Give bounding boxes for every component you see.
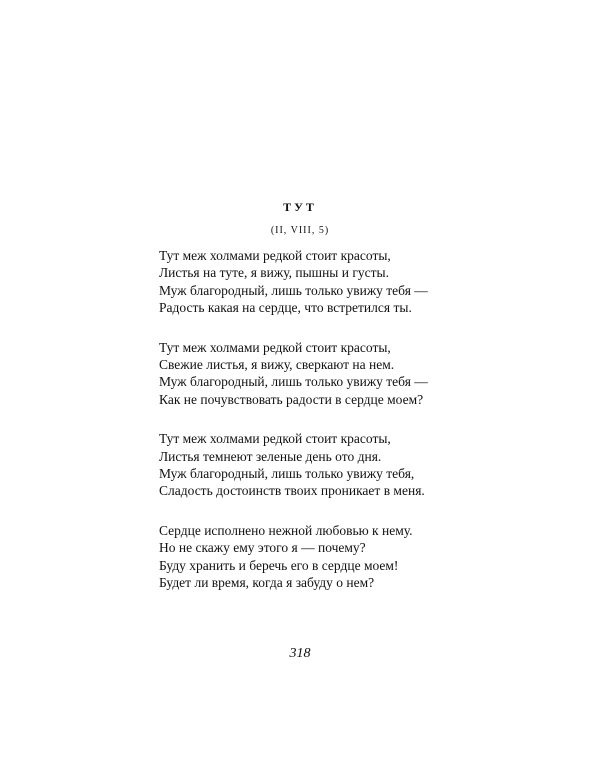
verse-line: Муж благородный, лишь только увижу тебя — xyxy=(159,374,428,390)
verse-line: Но не скажу ему этого я — почему? xyxy=(159,540,366,556)
verse-line: Сладость достоинств твоих проникает в меня. xyxy=(159,483,425,499)
page-number: 318 xyxy=(289,646,311,661)
stanza-2 xyxy=(159,339,579,409)
stanza-4 xyxy=(159,522,579,592)
verse-line: Буду хранить и беречь его в сердце моем! xyxy=(159,557,399,573)
verse-line: Муж благородный, лишь только увижу тебя — xyxy=(159,282,428,298)
verse-line: Как не почувствовать радости в сердце моем? xyxy=(159,391,424,407)
stanza-1 xyxy=(159,247,579,317)
verse-line: Тут меж холмами редкой стоит красоты, xyxy=(159,431,391,447)
verse-line: Радость какая на сердце, что встретился ты. xyxy=(159,300,412,316)
poem-body xyxy=(159,247,579,614)
verse-line: Тут меж холмами редкой стоит красоты, xyxy=(159,248,391,263)
poem-source-reference: (II, VIII, 5) xyxy=(270,225,330,236)
verse-line: Свежие листья, я вижу, сверкают на нем. xyxy=(159,357,395,373)
verse-line: Сердце исполнено нежной любовью к нему. xyxy=(159,522,413,538)
verse-line: Будет ли время, когда я забуду о нем? xyxy=(159,575,375,591)
verse-line: Листья темнеют зеленые день ото дня. xyxy=(159,448,382,464)
stanza-3 xyxy=(159,430,579,500)
verse-line: Тут меж холмами редкой стоит красоты, xyxy=(159,339,391,355)
verse-line: Листья на туте, я вижу, пышны и густы. xyxy=(159,265,389,281)
verse-line: Муж благородный, лишь только увижу тебя, xyxy=(159,466,415,482)
poem-title: ТУТ xyxy=(283,200,317,214)
